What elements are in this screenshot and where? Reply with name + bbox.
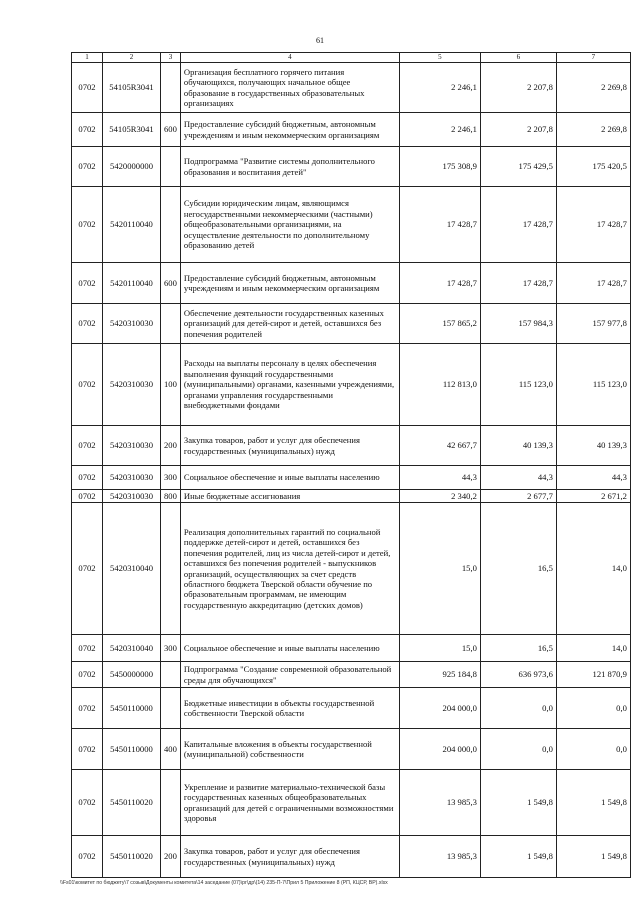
expense-type-cell: 100 — [161, 344, 181, 426]
amount-year1-cell: 15,0 — [399, 635, 480, 662]
description-cell: Предоставление субсидий бюджетным, автономным учреждениям и иным некоммерческим организациям — [180, 263, 399, 304]
amount-year1-cell: 15,0 — [399, 503, 480, 635]
table-row — [72, 63, 631, 113]
column-number: 2 — [103, 53, 161, 63]
expense-type-cell — [161, 688, 181, 729]
amount-year1-cell: 42 667,7 — [399, 426, 480, 466]
description-cell: Подпрограмма "Развитие системы дополнительного образования и воспитания детей" — [180, 147, 399, 187]
expense-type-cell — [161, 63, 181, 113]
expense-type-cell — [161, 662, 181, 688]
amount-year2-cell: 0,0 — [480, 688, 556, 729]
description-cell: Реализация дополнительных гарантий по социальной поддержке детей-сирот и детей, оставшихся без попечения родителей, лиц из числа детей-сирот и детей, оставшихся без попечения родителей - выпускников организаций, осуществляющих за счет средств областного бюджета Тверской области обучение по образовательным программам, не имеющим государственную аккредитацию (детских домов) — [180, 503, 399, 635]
amount-year1-cell: 175 308,9 — [399, 147, 480, 187]
expense-type-cell — [161, 147, 181, 187]
amount-year1-cell: 17 428,7 — [399, 187, 480, 263]
expense-type-cell: 600 — [161, 263, 181, 304]
expense-type-cell — [161, 770, 181, 836]
description-cell: Расходы на выплаты персоналу в целях обеспечения выполнения функций государственными (муниципальными) органами, казенными учреждениями, органами управления государственными внебюджетными фондами — [180, 344, 399, 426]
amount-year3-cell: 175 420,5 — [556, 147, 630, 187]
section-code-cell: 0702 — [72, 304, 103, 344]
table-row — [72, 662, 631, 688]
table-row — [72, 466, 631, 490]
expense-type-cell: 300 — [161, 466, 181, 490]
amount-year2-cell: 1 549,8 — [480, 770, 556, 836]
amount-year2-cell: 17 428,7 — [480, 187, 556, 263]
expense-type-cell — [161, 187, 181, 263]
table-row — [72, 187, 631, 263]
amount-year2-cell: 16,5 — [480, 635, 556, 662]
description-cell: Капитальные вложения в объекты государственной (муниципальной) собственности — [180, 729, 399, 770]
amount-year2-cell: 16,5 — [480, 503, 556, 635]
amount-year3-cell: 115 123,0 — [556, 344, 630, 426]
amount-year3-cell: 0,0 — [556, 688, 630, 729]
footer-file-path: \\Fs01\комитет по бюджету\7 созыв\Документы комитета\14 заседание (07)\рг\др\(14) 235-П-7\Прил 5 Приложение 8 (РП, КЦСР, ВР).xlsx — [60, 880, 388, 886]
section-code-cell: 0702 — [72, 662, 103, 688]
target-article-cell: 5420110040 — [103, 187, 161, 263]
table-row — [72, 263, 631, 304]
amount-year2-cell: 0,0 — [480, 729, 556, 770]
amount-year1-cell: 44,3 — [399, 466, 480, 490]
amount-year2-cell: 40 139,3 — [480, 426, 556, 466]
column-number: 4 — [180, 53, 399, 63]
amount-year1-cell: 925 184,8 — [399, 662, 480, 688]
amount-year3-cell: 14,0 — [556, 635, 630, 662]
table-row — [72, 147, 631, 187]
description-cell: Подпрограмма "Создание современной образовательной среды для обучающихся" — [180, 662, 399, 688]
amount-year2-cell: 157 984,3 — [480, 304, 556, 344]
description-cell: Закупка товаров, работ и услуг для обеспечения государственных (муниципальных) нужд — [180, 836, 399, 878]
description-cell: Предоставление субсидий бюджетным, автономным учреждениям и иным некоммерческим организациям — [180, 113, 399, 147]
amount-year1-cell: 2 340,2 — [399, 490, 480, 503]
table-row — [72, 770, 631, 836]
amount-year3-cell: 0,0 — [556, 729, 630, 770]
amount-year1-cell: 204 000,0 — [399, 688, 480, 729]
target-article-cell: 5450110020 — [103, 770, 161, 836]
amount-year1-cell: 13 985,3 — [399, 836, 480, 878]
column-number: 6 — [480, 53, 556, 63]
description-cell: Бюджетные инвестиции в объекты государственной собственности Тверской области — [180, 688, 399, 729]
amount-year1-cell: 2 246,1 — [399, 113, 480, 147]
budget-table — [71, 52, 631, 878]
amount-year2-cell: 636 973,6 — [480, 662, 556, 688]
expense-type-cell: 200 — [161, 836, 181, 878]
section-code-cell: 0702 — [72, 187, 103, 263]
amount-year1-cell: 204 000,0 — [399, 729, 480, 770]
section-code-cell: 0702 — [72, 344, 103, 426]
amount-year3-cell: 44,3 — [556, 466, 630, 490]
description-cell: Иные бюджетные ассигнования — [180, 490, 399, 503]
amount-year2-cell: 2 677,7 — [480, 490, 556, 503]
expense-type-cell — [161, 503, 181, 635]
amount-year3-cell: 1 549,8 — [556, 770, 630, 836]
table-row — [72, 729, 631, 770]
target-article-cell: 5450110000 — [103, 688, 161, 729]
description-cell: Обеспечение деятельности государственных казенных организаций для детей-сирот и детей, оставшихся без попечения родителей — [180, 304, 399, 344]
column-number: 1 — [72, 53, 103, 63]
amount-year1-cell: 2 246,1 — [399, 63, 480, 113]
description-cell: Субсидии юридическим лицам, являющимся негосударственными некоммерческими (частными) общеобразовательными организациями, на осуществление деятельности по дополнительному образованию детей — [180, 187, 399, 263]
target-article-cell: 5450000000 — [103, 662, 161, 688]
amount-year2-cell: 17 428,7 — [480, 263, 556, 304]
amount-year3-cell: 1 549,8 — [556, 836, 630, 878]
amount-year3-cell: 14,0 — [556, 503, 630, 635]
section-code-cell: 0702 — [72, 63, 103, 113]
target-article-cell: 54105R3041 — [103, 63, 161, 113]
description-cell: Организация бесплатного горячего питания обучающихся, получающих начальное общее образование в государственных образовательных организациях — [180, 63, 399, 113]
target-article-cell: 5420310030 — [103, 466, 161, 490]
table-row — [72, 113, 631, 147]
expense-type-cell — [161, 304, 181, 344]
amount-year2-cell: 2 207,8 — [480, 63, 556, 113]
amount-year1-cell: 112 813,0 — [399, 344, 480, 426]
section-code-cell: 0702 — [72, 635, 103, 662]
amount-year3-cell: 2 671,2 — [556, 490, 630, 503]
amount-year3-cell: 40 139,3 — [556, 426, 630, 466]
table-row — [72, 688, 631, 729]
amount-year2-cell: 1 549,8 — [480, 836, 556, 878]
expense-type-cell: 300 — [161, 635, 181, 662]
expense-type-cell: 400 — [161, 729, 181, 770]
table-row — [72, 490, 631, 503]
expense-type-cell: 600 — [161, 113, 181, 147]
target-article-cell: 5420310030 — [103, 344, 161, 426]
section-code-cell: 0702 — [72, 263, 103, 304]
amount-year3-cell: 121 870,9 — [556, 662, 630, 688]
table-row — [72, 836, 631, 878]
target-article-cell: 5420310030 — [103, 426, 161, 466]
table-row — [72, 344, 631, 426]
column-number-row — [72, 53, 631, 63]
amount-year2-cell: 115 123,0 — [480, 344, 556, 426]
section-code-cell: 0702 — [72, 729, 103, 770]
section-code-cell: 0702 — [72, 836, 103, 878]
target-article-cell: 5420310030 — [103, 490, 161, 503]
section-code-cell: 0702 — [72, 770, 103, 836]
column-number: 3 — [161, 53, 181, 63]
column-number: 5 — [399, 53, 480, 63]
table-row — [72, 304, 631, 344]
amount-year3-cell: 157 977,8 — [556, 304, 630, 344]
expense-type-cell: 800 — [161, 490, 181, 503]
target-article-cell: 5420310040 — [103, 503, 161, 635]
section-code-cell: 0702 — [72, 147, 103, 187]
target-article-cell: 5450110020 — [103, 836, 161, 878]
description-cell: Закупка товаров, работ и услуг для обеспечения государственных (муниципальных) нужд — [180, 426, 399, 466]
column-number: 7 — [556, 53, 630, 63]
section-code-cell: 0702 — [72, 490, 103, 503]
page-number: 61 — [316, 36, 324, 45]
target-article-cell: 5420310030 — [103, 304, 161, 344]
target-article-cell: 54105R3041 — [103, 113, 161, 147]
amount-year2-cell: 175 429,5 — [480, 147, 556, 187]
table-row — [72, 503, 631, 635]
section-code-cell: 0702 — [72, 466, 103, 490]
section-code-cell: 0702 — [72, 426, 103, 466]
amount-year3-cell: 2 269,8 — [556, 63, 630, 113]
table-row — [72, 426, 631, 466]
amount-year1-cell: 17 428,7 — [399, 263, 480, 304]
section-code-cell: 0702 — [72, 503, 103, 635]
section-code-cell: 0702 — [72, 688, 103, 729]
table-row — [72, 635, 631, 662]
target-article-cell: 5420310040 — [103, 635, 161, 662]
expense-type-cell: 200 — [161, 426, 181, 466]
target-article-cell: 5450110000 — [103, 729, 161, 770]
amount-year2-cell: 2 207,8 — [480, 113, 556, 147]
amount-year1-cell: 13 985,3 — [399, 770, 480, 836]
amount-year3-cell: 17 428,7 — [556, 263, 630, 304]
target-article-cell: 5420000000 — [103, 147, 161, 187]
description-cell: Укрепление и развитие материально-технической базы государственных казенных общеобразовательных организаций для детей с ограниченными возможностями здоровья — [180, 770, 399, 836]
amount-year2-cell: 44,3 — [480, 466, 556, 490]
amount-year3-cell: 2 269,8 — [556, 113, 630, 147]
section-code-cell: 0702 — [72, 113, 103, 147]
target-article-cell: 5420110040 — [103, 263, 161, 304]
description-cell: Социальное обеспечение и иные выплаты населению — [180, 466, 399, 490]
description-cell: Социальное обеспечение и иные выплаты населению — [180, 635, 399, 662]
amount-year3-cell: 17 428,7 — [556, 187, 630, 263]
amount-year1-cell: 157 865,2 — [399, 304, 480, 344]
